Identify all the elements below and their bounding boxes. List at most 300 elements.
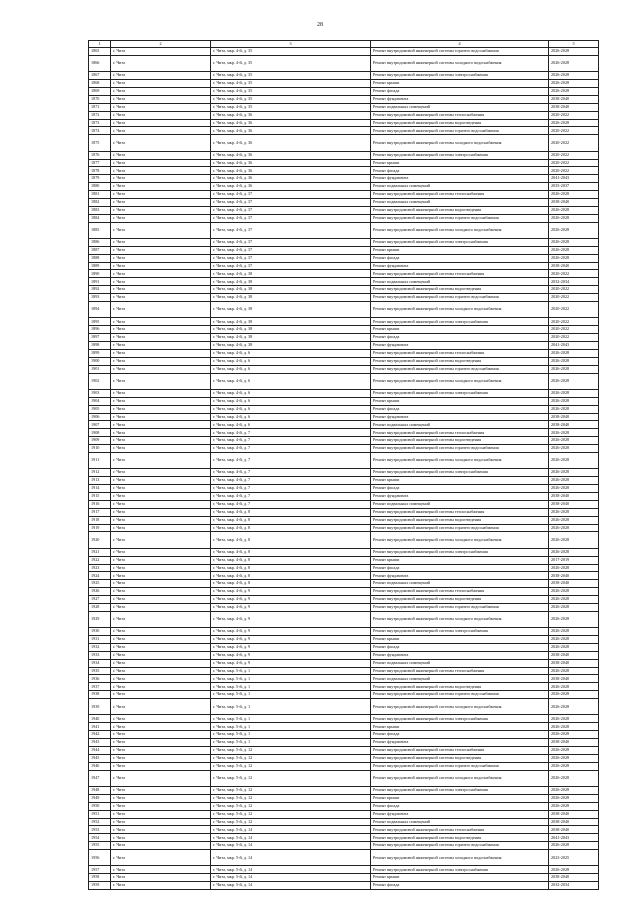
table-row [89,135,599,151]
address-cell: г. Чита, мкр. 5-й, д. 14 [211,842,371,850]
row-number-cell: 1874 [89,127,111,135]
address-cell: г. Чита, мкр. 4-й, д. 6 [211,421,371,429]
settlement-cell: г. Чита [111,683,211,691]
row-number-cell: 1924 [89,572,111,580]
row-number-cell: 1887 [89,246,111,254]
row-number-cell: 1905 [89,405,111,413]
row-number-cell: 1913 [89,477,111,485]
table-row [89,794,599,802]
period-cell: 2038-2040 [549,421,599,429]
table-row [89,453,599,469]
table-row [89,167,599,175]
address-cell: г. Чита, мкр. 4-й, д. 36 [211,183,371,191]
row-number-cell: 1902 [89,373,111,389]
work-type-cell: Ремонт внутридомовой инженерной системы холодного водоснабжения [371,373,549,389]
settlement-cell: г. Чита [111,80,211,88]
table-row [89,429,599,437]
row-number-cell: 1893 [89,294,111,302]
address-cell: г. Чита, мкр. 4-й, д. 36 [211,127,371,135]
settlement-cell: г. Чита [111,445,211,453]
period-cell: 2026-2028 [549,246,599,254]
period-cell: 2026-2028 [549,485,599,493]
work-type-cell: Ремонт фасада [371,405,549,413]
address-cell: г. Чита, мкр. 4-й, д. 37 [211,222,371,238]
table-row [89,159,599,167]
row-number-cell: 1918 [89,516,111,524]
work-type-cell: Ремонт внутридомовой инженерной системы электроснабжения [371,469,549,477]
work-type-cell: Ремонт внутридомовой инженерной системы холодного водоснабжения [371,770,549,786]
table-header-row [89,41,599,48]
address-cell: г. Чита, мкр. 4-й, д. 35 [211,55,371,71]
settlement-cell: г. Чита [111,874,211,882]
address-cell: г. Чита, мкр. 4-й, д. 9 [211,659,371,667]
period-cell: 2026-2028 [549,691,599,699]
row-number-cell: 1890 [89,270,111,278]
address-cell: г. Чита, мкр. 4-й, д. 8 [211,556,371,564]
settlement-cell: г. Чита [111,564,211,572]
settlement-cell: г. Чита [111,580,211,588]
address-cell: г. Чита, мкр. 4-й, д. 8 [211,572,371,580]
address-cell: г. Чита, мкр. 4-й, д. 6 [211,349,371,357]
row-number-cell: 1899 [89,349,111,357]
settlement-cell: г. Чита [111,191,211,199]
table-row [89,524,599,532]
address-cell: г. Чита, мкр. 4-й, д. 37 [211,198,371,206]
address-cell: г. Чита, мкр. 5-й, д. 12 [211,786,371,794]
work-type-cell: Ремонт внутридомовой инженерной системы теплоснабжения [371,588,549,596]
table-row [89,183,599,191]
settlement-cell: г. Чита [111,802,211,810]
work-type-cell: Ремонт фундамента [371,572,549,580]
row-number-cell: 1930 [89,628,111,636]
table-row [89,636,599,644]
settlement-cell: г. Чита [111,636,211,644]
work-type-cell: Ремонт подвальных помещений [371,421,549,429]
address-cell: г. Чита, мкр. 4-й, д. 37 [211,246,371,254]
table-row [89,802,599,810]
settlement-cell: г. Чита [111,762,211,770]
address-cell: г. Чита, мкр. 5-й, д. 1 [211,667,371,675]
row-number-cell: 1912 [89,469,111,477]
address-cell: г. Чита, мкр. 4-й, д. 6 [211,373,371,389]
period-cell: 2020-2022 [549,334,599,342]
table-row [89,87,599,95]
period-cell: 2038-2040 [549,675,599,683]
row-number-cell: 1875 [89,135,111,151]
settlement-cell: г. Чита [111,421,211,429]
row-number-cell: 1948 [89,786,111,794]
work-type-cell: Ремонт фундамента [371,95,549,103]
address-cell: г. Чита, мкр. 4-й, д. 35 [211,95,371,103]
settlement-cell: г. Чита [111,151,211,159]
table-row [89,206,599,214]
table-row [89,127,599,135]
period-cell: 2041-2043 [549,175,599,183]
address-cell: г. Чита, мкр. 4-й, д. 36 [211,135,371,151]
work-type-cell: Ремонт внутридомовой инженерной системы горячего водоснабжения [371,214,549,222]
page-number: 28 [317,22,323,28]
table-row [89,667,599,675]
row-number-cell: 1917 [89,508,111,516]
work-type-cell: Ремонт внутридомовой инженерной системы теплоснабжения [371,349,549,357]
period-cell: 2020-2022 [549,294,599,302]
period-cell: 2026-2028 [549,723,599,731]
table-row [89,445,599,453]
settlement-cell: г. Чита [111,628,211,636]
address-cell: г. Чита, мкр. 4-й, д. 7 [211,437,371,445]
address-cell: г. Чита, мкр. 4-й, д. 35 [211,103,371,111]
row-number-cell: 1908 [89,429,111,437]
table-row [89,699,599,715]
row-number-cell: 1904 [89,397,111,405]
row-number-cell: 1870 [89,95,111,103]
work-type-cell: Ремонт внутридомовой инженерной системы электроснабжения [371,866,549,874]
settlement-cell: г. Чита [111,611,211,627]
period-cell: 2026-2028 [549,214,599,222]
settlement-cell: г. Чита [111,103,211,111]
row-number-cell: 1915 [89,492,111,500]
settlement-cell: г. Чита [111,882,211,890]
work-type-cell: Ремонт внутридомовой инженерной системы водоотведения [371,357,549,365]
row-number-cell: 1958 [89,874,111,882]
column-header-3: 3 [211,41,371,48]
work-type-cell: Ремонт крыши [371,246,549,254]
row-number-cell: 1931 [89,636,111,644]
work-type-cell: Ремонт внутридомовой инженерной системы водоотведения [371,119,549,127]
table-row [89,214,599,222]
work-type-cell: Ремонт внутридомовой инженерной системы электроснабжения [371,786,549,794]
row-number-cell: 1869 [89,87,111,95]
address-cell: г. Чита, мкр. 4-й, д. 7 [211,485,371,493]
settlement-cell: г. Чита [111,754,211,762]
work-type-cell: Ремонт подвальных помещений [371,103,549,111]
row-number-cell: 1949 [89,794,111,802]
settlement-cell: г. Чита [111,262,211,270]
period-cell: 2026-2028 [549,516,599,524]
row-number-cell: 1944 [89,747,111,755]
row-number-cell: 1883 [89,206,111,214]
period-cell: 2026-2028 [549,437,599,445]
row-number-cell: 1934 [89,659,111,667]
address-cell: г. Чита, мкр. 4-й, д. 38 [211,318,371,326]
table-row [89,762,599,770]
table-row [89,874,599,882]
address-cell: г. Чита, мкр. 4-й, д. 8 [211,508,371,516]
settlement-cell: г. Чита [111,294,211,302]
settlement-cell: г. Чита [111,429,211,437]
table-row [89,48,599,56]
row-number-cell: 1923 [89,564,111,572]
table-row [89,564,599,572]
address-cell: г. Чита, мкр. 4-й, д. 8 [211,580,371,588]
settlement-cell: г. Чита [111,731,211,739]
period-cell: 2020-2022 [549,159,599,167]
period-cell: 2026-2028 [549,754,599,762]
settlement-cell: г. Чита [111,159,211,167]
settlement-cell: г. Чита [111,286,211,294]
table-row [89,349,599,357]
period-cell: 2038-2040 [549,580,599,588]
settlement-cell: г. Чита [111,532,211,548]
table-row [89,342,599,350]
work-type-cell: Ремонт внутридомовой инженерной системы электроснабжения [371,715,549,723]
period-cell: 2038-2040 [549,262,599,270]
period-cell: 2026-2028 [549,699,599,715]
address-cell: г. Чита, мкр. 4-й, д. 37 [211,206,371,214]
address-cell: г. Чита, мкр. 4-й, д. 9 [211,643,371,651]
row-number-cell: 1889 [89,262,111,270]
work-type-cell: Ремонт внутридомовой инженерной системы холодного водоснабжения [371,55,549,71]
period-cell: 2026-2028 [549,477,599,485]
settlement-cell: г. Чита [111,278,211,286]
address-cell: г. Чита, мкр. 5-й, д. 12 [211,810,371,818]
table-row [89,119,599,127]
work-type-cell: Ремонт фундамента [371,810,549,818]
settlement-cell: г. Чита [111,413,211,421]
column-header-4: 4 [371,41,549,48]
period-cell: 2020-2022 [549,167,599,175]
table-row [89,628,599,636]
address-cell: г. Чита, мкр. 4-й, д. 35 [211,87,371,95]
work-type-cell: Ремонт внутридомовой инженерной системы холодного водоснабжения [371,453,549,469]
table-row [89,882,599,890]
address-cell: г. Чита, мкр. 5-й, д. 12 [211,754,371,762]
row-number-cell: 1921 [89,548,111,556]
address-cell: г. Чита, мкр. 5-й, д. 14 [211,826,371,834]
period-cell: 2026-2028 [549,842,599,850]
settlement-cell: г. Чита [111,135,211,151]
row-number-cell: 1888 [89,254,111,262]
period-cell: 2026-2028 [549,802,599,810]
settlement-cell: г. Чита [111,675,211,683]
settlement-cell: г. Чита [111,334,211,342]
row-number-cell: 1920 [89,532,111,548]
address-cell: г. Чита, мкр. 4-й, д. 37 [211,238,371,246]
address-cell: г. Чита, мкр. 4-й, д. 9 [211,628,371,636]
period-cell: 2026-2028 [549,222,599,238]
work-type-cell: Ремонт внутридомовой инженерной системы горячего водоснабжения [371,48,549,56]
table-row [89,55,599,71]
period-cell: 2038-2040 [549,874,599,882]
row-number-cell: 1896 [89,326,111,334]
settlement-cell: г. Чита [111,556,211,564]
row-number-cell: 1928 [89,603,111,611]
period-cell: 2020-2022 [549,326,599,334]
table-row [89,492,599,500]
settlement-cell: г. Чита [111,548,211,556]
period-cell: 2026-2028 [549,373,599,389]
address-cell: г. Чита, мкр. 4-й, д. 9 [211,596,371,604]
work-type-cell: Ремонт подвальных помещений [371,659,549,667]
settlement-cell: г. Чита [111,747,211,755]
row-number-cell: 1868 [89,80,111,88]
settlement-cell: г. Чита [111,270,211,278]
table-row [89,365,599,373]
settlement-cell: г. Чита [111,111,211,119]
row-number-cell: 1941 [89,723,111,731]
address-cell: г. Чита, мкр. 4-й, д. 38 [211,294,371,302]
work-type-cell: Ремонт крыши [371,794,549,802]
row-number-cell: 1947 [89,770,111,786]
work-type-cell: Ремонт крыши [371,477,549,485]
address-cell: г. Чита, мкр. 4-й, д. 6 [211,365,371,373]
period-cell: 2026-2028 [549,365,599,373]
period-cell: 2026-2028 [549,603,599,611]
address-cell: г. Чита, мкр. 5-й, д. 14 [211,874,371,882]
address-cell: г. Чита, мкр. 4-й, д. 37 [211,254,371,262]
column-header-5: 5 [549,41,599,48]
table-row [89,675,599,683]
settlement-cell: г. Чита [111,834,211,842]
period-cell: 2026-2028 [549,786,599,794]
work-type-cell: Ремонт внутридомовой инженерной системы горячего водоснабжения [371,365,549,373]
settlement-cell: г. Чита [111,238,211,246]
address-cell: г. Чита, мкр. 4-й, д. 38 [211,302,371,318]
table-row [89,683,599,691]
work-type-cell: Ремонт фасада [371,882,549,890]
table-row [89,397,599,405]
row-number-cell: 1903 [89,389,111,397]
period-cell: 2038-2040 [549,818,599,826]
table-row [89,834,599,842]
period-cell: 2038-2040 [549,95,599,103]
address-cell: г. Чита, мкр. 5-й, д. 1 [211,675,371,683]
period-cell: 2038-2040 [549,810,599,818]
table-row [89,80,599,88]
work-type-cell: Ремонт крыши [371,874,549,882]
period-cell: 2026-2028 [549,238,599,246]
row-number-cell: 1914 [89,485,111,493]
table-row [89,286,599,294]
address-cell: г. Чита, мкр. 4-й, д. 7 [211,477,371,485]
period-cell: 2026-2028 [549,770,599,786]
address-cell: г. Чита, мкр. 5-й, д. 1 [211,715,371,723]
settlement-cell: г. Чита [111,55,211,71]
row-number-cell: 1865 [89,48,111,56]
period-cell: 2026-2028 [549,588,599,596]
address-cell: г. Чита, мкр. 5-й, д. 12 [211,794,371,802]
table-row [89,643,599,651]
row-number-cell: 1873 [89,119,111,127]
work-type-cell: Ремонт фундамента [371,651,549,659]
address-cell: г. Чита, мкр. 4-й, д. 7 [211,492,371,500]
table-row [89,596,599,604]
table-row [89,222,599,238]
row-number-cell: 1945 [89,754,111,762]
settlement-cell: г. Чита [111,651,211,659]
table-row [89,588,599,596]
address-cell: г. Чита, мкр. 5-й, д. 14 [211,882,371,890]
table-row [89,842,599,850]
table-row [89,72,599,80]
period-cell: 2038-2040 [549,572,599,580]
table-row [89,254,599,262]
row-number-cell: 1906 [89,413,111,421]
work-type-cell: Ремонт фасада [371,485,549,493]
period-cell: 2026-2028 [549,636,599,644]
row-number-cell: 1894 [89,302,111,318]
period-cell: 2038-2040 [549,826,599,834]
settlement-cell: г. Чита [111,405,211,413]
table-row [89,731,599,739]
settlement-cell: г. Чита [111,818,211,826]
period-cell: 2026-2028 [549,72,599,80]
settlement-cell: г. Чита [111,48,211,56]
work-type-cell: Ремонт крыши [371,80,549,88]
work-type-cell: Ремонт подвальных помещений [371,500,549,508]
row-number-cell: 1946 [89,762,111,770]
period-cell: 2026-2028 [549,532,599,548]
settlement-cell: г. Чита [111,397,211,405]
settlement-cell: г. Чита [111,254,211,262]
row-number-cell: 1881 [89,191,111,199]
table-row [89,278,599,286]
table-row [89,103,599,111]
work-type-cell: Ремонт внутридомовой инженерной системы электроснабжения [371,151,549,159]
work-type-cell: Ремонт внутридомовой инженерной системы водоотведения [371,683,549,691]
table-row [89,850,599,866]
period-cell: 2038-2040 [549,103,599,111]
period-cell: 2026-2028 [549,445,599,453]
period-cell: 2020-2022 [549,286,599,294]
row-number-cell: 1939 [89,699,111,715]
row-number-cell: 1916 [89,500,111,508]
settlement-cell: г. Чита [111,643,211,651]
settlement-cell: г. Чита [111,198,211,206]
period-cell: 2026-2028 [549,405,599,413]
period-cell: 2026-2028 [549,628,599,636]
settlement-cell: г. Чита [111,826,211,834]
table-row [89,516,599,524]
table-row [89,786,599,794]
address-cell: г. Чита, мкр. 4-й, д. 8 [211,516,371,524]
work-type-cell: Ремонт внутридомовой инженерной системы водоотведения [371,834,549,842]
settlement-cell: г. Чита [111,786,211,794]
period-cell: 2020-2022 [549,111,599,119]
work-type-cell: Ремонт внутридомовой инженерной системы холодного водоснабжения [371,850,549,866]
row-number-cell: 1919 [89,524,111,532]
settlement-cell: г. Чита [111,699,211,715]
work-type-cell: Ремонт внутридомовой инженерной системы теплоснабжения [371,111,549,119]
table-row [89,302,599,318]
address-cell: г. Чита, мкр. 5-й, д. 14 [211,850,371,866]
work-type-cell: Ремонт внутридомовой инженерной системы водоотведения [371,206,549,214]
row-number-cell: 1895 [89,318,111,326]
period-cell: 2026-2028 [549,80,599,88]
row-number-cell: 1910 [89,445,111,453]
row-number-cell: 1929 [89,611,111,627]
settlement-cell: г. Чита [111,516,211,524]
work-type-cell: Ремонт внутридомовой инженерной системы электроснабжения [371,318,549,326]
address-cell: г. Чита, мкр. 4-й, д. 36 [211,119,371,127]
settlement-cell: г. Чита [111,842,211,850]
table-row [89,477,599,485]
settlement-cell: г. Чита [111,214,211,222]
period-cell: 2032-2034 [549,882,599,890]
work-type-cell: Ремонт внутридомовой инженерной системы теплоснабжения [371,826,549,834]
row-number-cell: 1911 [89,453,111,469]
settlement-cell: г. Чита [111,500,211,508]
settlement-cell: г. Чита [111,866,211,874]
period-cell: 2026-2028 [549,747,599,755]
work-type-cell: Ремонт внутридомовой инженерной системы электроснабжения [371,628,549,636]
settlement-cell: г. Чита [111,596,211,604]
settlement-cell: г. Чита [111,739,211,747]
period-cell: 2026-2028 [549,191,599,199]
work-type-cell: Ремонт внутридомовой инженерной системы теплоснабжения [371,667,549,675]
row-number-cell: 1922 [89,556,111,564]
address-cell: г. Чита, мкр. 5-й, д. 12 [211,762,371,770]
